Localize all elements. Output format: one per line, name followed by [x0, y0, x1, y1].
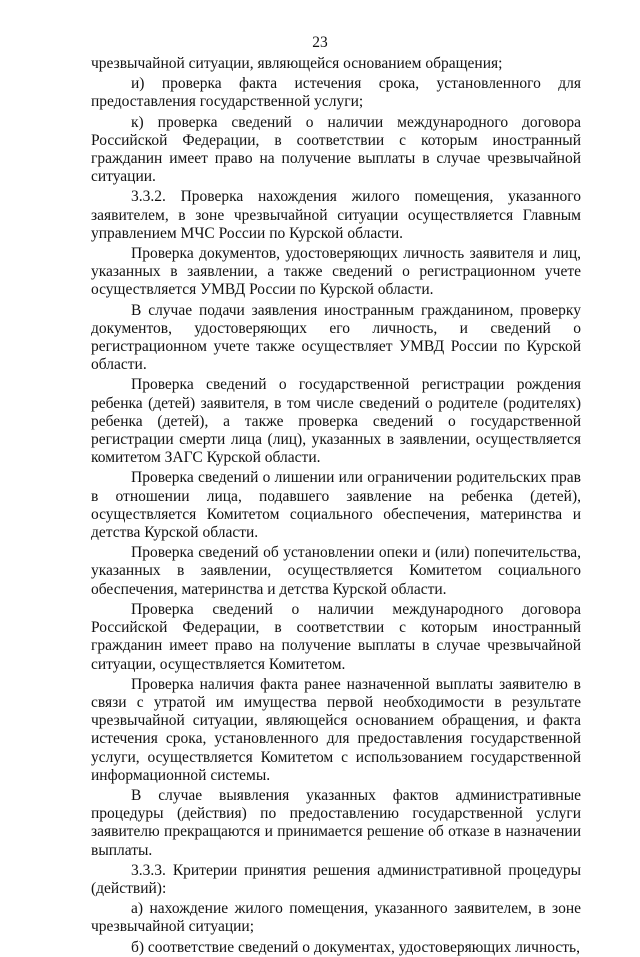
- paragraph: В случае выявления указанных фактов административные процедуры (действия) по предоставлению государственной услуги заявителю прекращаются и принимается решение об отказе в назначении выплаты.: [91, 786, 581, 859]
- paragraph: чрезвычайной ситуации, являющейся основанием обращения;: [91, 55, 503, 72]
- paragraph: Проверка документов, удостоверяющих личность заявителя и лиц, указанных в заявлении, а также сведений о регистрационном учете осуществляется УМВД России по Курской области.: [91, 245, 581, 299]
- paragraph: 3.3.3. Критерии принятия решения административной процедуры (действий):: [91, 861, 581, 897]
- paragraph: 3.3.2. Проверка нахождения жилого помещения, указанного заявителем, в зоне чрезвычайной ситуации осуществляется Главным управлением МЧС России по Курской области.: [91, 188, 581, 242]
- paragraph: и) проверка факта истечения срока, установленного для предоставления государственной услуги;: [91, 75, 581, 111]
- paragraph: Проверка сведений о лишении или ограничении родительских прав в отношении лица, подавшего заявление на ребенка (детей), осуществляется Комитетом социального обеспечения, материнства и детства Курской области.: [91, 469, 581, 542]
- paragraph: Проверка сведений об установлении опеки и (или) попечительства, указанных в заявлении, осуществляется Комитетом социального обеспечения, материнства и детства Курской области.: [91, 544, 581, 598]
- paragraph: В случае подачи заявления иностранным гражданином, проверку документов, удостоверяющих его личность, и сведений о регистрационном учете также осуществляет УМВД России по Курской области.: [91, 301, 581, 374]
- page-number: 23: [312, 34, 328, 51]
- paragraph: б) соответствие сведений о документах, удостоверяющих личность,: [131, 938, 580, 956]
- paragraph: Проверка сведений о наличии международного договора Российской Федерации, в соответствии с которым иностранный гражданин имеет право на получение выплаты в случае чрезвычайной ситуации, осуществляется Комитетом.: [91, 600, 581, 673]
- paragraph: Проверка наличия факта ранее назначенной выплаты заявителю в связи с утратой им имущества первой необходимости в результате чрезвычайной ситуации, являющейся основанием обращения, и факта истечения срока, установленного для предоставления государственной услуги, осуществляется Комитетом с использованием государственной информационной системы.: [91, 675, 581, 784]
- paragraph: к) проверка сведений о наличии международного договора Российской Федерации, в соответствии с которым иностранный гражданин имеет право на получение выплаты в случае чрезвычайной ситуации.: [91, 113, 581, 186]
- document-body: [91, 55, 581, 957]
- paragraph: Проверка сведений о государственной регистрации рождения ребенка (детей) заявителя, в том числе сведений о родителе (родителях) ребенка (детей), а также проверка сведений о государственной регистрации смерти лица (лиц), указанных в заявлении, осуществляется комитетом ЗАГС Курской области.: [91, 376, 581, 467]
- paragraph: а) нахождение жилого помещения, указанного заявителем, в зоне чрезвычайной ситуации;: [91, 900, 581, 936]
